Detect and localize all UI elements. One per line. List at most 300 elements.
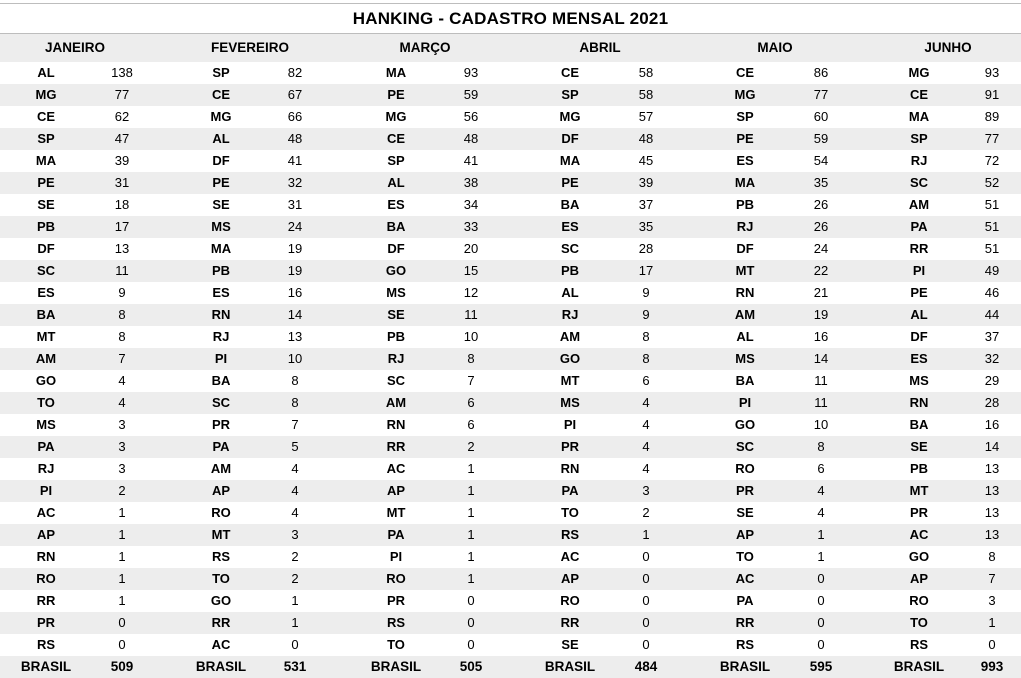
total-value-cell: 993 xyxy=(980,659,1004,674)
state-code-cell: MT xyxy=(36,329,56,344)
state-code-cell: SC xyxy=(735,439,755,454)
total-value-cell: 484 xyxy=(634,659,658,674)
state-code-cell: DF xyxy=(37,241,55,256)
state-code-cell: AL xyxy=(561,285,579,300)
count-cell: 2 xyxy=(291,571,299,586)
state-code-cell: BA xyxy=(560,197,580,212)
state-code-cell: SP xyxy=(387,153,405,168)
table-row xyxy=(0,590,1021,612)
state-code-cell: RR xyxy=(735,615,755,630)
count-cell: 72 xyxy=(984,153,1000,168)
state-code-cell: RN xyxy=(36,549,56,564)
count-cell: 4 xyxy=(118,373,126,388)
count-cell: 24 xyxy=(813,241,829,256)
state-code-cell: PI xyxy=(912,263,926,278)
count-cell: 1 xyxy=(642,527,650,542)
state-code-cell: BA xyxy=(735,373,755,388)
count-cell: 3 xyxy=(118,417,126,432)
state-code-cell: SC xyxy=(909,175,929,190)
state-code-cell: PR xyxy=(560,439,580,454)
count-cell: 3 xyxy=(118,439,126,454)
state-code-cell: MA xyxy=(559,153,581,168)
state-code-cell: BA xyxy=(909,417,929,432)
count-cell: 1 xyxy=(291,593,299,608)
count-cell: 59 xyxy=(813,131,829,146)
count-cell: 13 xyxy=(114,241,130,256)
count-cell: 48 xyxy=(287,131,303,146)
count-cell: 49 xyxy=(984,263,1000,278)
state-code-cell: RO xyxy=(211,505,231,520)
state-code-cell: PR xyxy=(386,593,406,608)
state-code-cell: AP xyxy=(735,527,755,542)
state-code-cell: CE xyxy=(560,65,580,80)
count-cell: 11 xyxy=(464,307,478,322)
table-row xyxy=(0,436,1021,458)
state-code-cell: MS xyxy=(386,285,406,300)
state-code-cell: RS xyxy=(735,637,755,652)
state-code-cell: MT xyxy=(735,263,755,278)
state-code-cell: ES xyxy=(212,285,230,300)
state-code-cell: RJ xyxy=(387,351,405,366)
count-cell: 13 xyxy=(984,527,1000,542)
state-code-cell: ES xyxy=(910,351,928,366)
total-value-cell: 505 xyxy=(459,659,483,674)
state-code-cell: AM xyxy=(385,395,407,410)
count-cell: 26 xyxy=(813,219,829,234)
table-row xyxy=(0,150,1021,172)
state-code-cell: ES xyxy=(561,219,579,234)
total-label-cell: BRASIL xyxy=(195,659,247,674)
state-code-cell: RS xyxy=(211,549,231,564)
state-code-cell: RJ xyxy=(37,461,55,476)
table-row xyxy=(0,172,1021,194)
count-cell: 4 xyxy=(642,461,650,476)
state-code-cell: MT xyxy=(560,373,580,388)
count-cell: 9 xyxy=(642,285,650,300)
count-cell: 60 xyxy=(813,109,829,124)
count-cell: 0 xyxy=(642,615,650,630)
count-cell: 2 xyxy=(642,505,650,520)
count-cell: 6 xyxy=(642,373,650,388)
total-label-cell: BRASIL xyxy=(20,659,72,674)
count-cell: 0 xyxy=(118,637,126,652)
state-code-cell: PB xyxy=(36,219,56,234)
state-code-cell: PB xyxy=(211,263,231,278)
count-cell: 0 xyxy=(817,571,825,586)
count-cell: 19 xyxy=(813,307,829,322)
total-value-cell: 531 xyxy=(283,659,307,674)
state-code-cell: MG xyxy=(908,65,930,80)
state-code-cell: PI xyxy=(214,351,228,366)
count-cell: 1 xyxy=(467,461,475,476)
state-code-cell: AM xyxy=(908,197,930,212)
state-code-cell: AL xyxy=(910,307,928,322)
state-code-cell: PA xyxy=(910,219,928,234)
count-cell: 138 xyxy=(111,65,133,80)
count-cell: 0 xyxy=(642,593,650,608)
state-code-cell: PR xyxy=(735,483,755,498)
state-code-cell: SE xyxy=(910,439,928,454)
count-cell: 21 xyxy=(813,285,829,300)
state-code-cell: RR xyxy=(909,241,929,256)
count-cell: 47 xyxy=(114,131,130,146)
total-label-cell: BRASIL xyxy=(544,659,596,674)
count-cell: 8 xyxy=(118,329,126,344)
count-cell: 77 xyxy=(984,131,1000,146)
count-cell: 1 xyxy=(467,571,475,586)
state-code-cell: AL xyxy=(736,329,754,344)
count-cell: 8 xyxy=(467,351,475,366)
count-cell: 3 xyxy=(118,461,126,476)
state-code-cell: SC xyxy=(36,263,56,278)
count-cell: 15 xyxy=(463,263,479,278)
state-code-cell: CE xyxy=(386,131,406,146)
state-code-cell: PE xyxy=(910,285,928,300)
state-code-cell: GO xyxy=(35,373,57,388)
state-code-cell: AC xyxy=(211,637,231,652)
count-cell: 0 xyxy=(642,549,650,564)
count-cell: 0 xyxy=(817,593,825,608)
count-cell: 34 xyxy=(463,197,479,212)
state-code-cell: TO xyxy=(212,571,230,586)
count-cell: 5 xyxy=(291,439,299,454)
count-cell: 77 xyxy=(114,87,130,102)
count-cell: 11 xyxy=(814,395,828,410)
count-cell: 0 xyxy=(467,593,475,608)
count-cell: 3 xyxy=(291,527,299,542)
state-code-cell: PB xyxy=(735,197,755,212)
state-code-cell: MA xyxy=(734,175,756,190)
count-cell: 13 xyxy=(984,505,1000,520)
state-code-cell: SE xyxy=(736,505,754,520)
count-cell: 1 xyxy=(988,615,996,630)
state-code-cell: PR xyxy=(909,505,929,520)
count-cell: 67 xyxy=(287,87,303,102)
table-row xyxy=(0,480,1021,502)
count-cell: 1 xyxy=(291,615,299,630)
ranking-table-body xyxy=(0,62,1021,678)
count-cell: 7 xyxy=(118,351,126,366)
count-cell: 8 xyxy=(291,373,299,388)
count-cell: 8 xyxy=(291,395,299,410)
count-cell: 58 xyxy=(638,65,654,80)
state-code-cell: PB xyxy=(909,461,929,476)
table-row xyxy=(0,282,1021,304)
state-code-cell: CE xyxy=(36,109,56,124)
count-cell: 37 xyxy=(638,197,654,212)
state-code-cell: AL xyxy=(37,65,55,80)
count-cell: 48 xyxy=(638,131,654,146)
top-border-line xyxy=(0,3,1021,4)
state-code-cell: MA xyxy=(35,153,57,168)
count-cell: 32 xyxy=(984,351,1000,366)
count-cell: 24 xyxy=(287,219,303,234)
state-code-cell: PA xyxy=(561,483,579,498)
count-cell: 13 xyxy=(287,329,303,344)
state-code-cell: PI xyxy=(563,417,577,432)
state-code-cell: RJ xyxy=(736,219,754,234)
count-cell: 1 xyxy=(118,593,126,608)
table-row xyxy=(0,348,1021,370)
count-cell: 91 xyxy=(984,87,1000,102)
state-code-cell: DF xyxy=(910,329,928,344)
count-cell: 3 xyxy=(642,483,650,498)
count-cell: 0 xyxy=(988,637,996,652)
state-code-cell: RO xyxy=(560,593,580,608)
month-header: ABRIL xyxy=(579,40,621,55)
state-code-cell: SP xyxy=(910,131,928,146)
state-code-cell: SP xyxy=(561,87,579,102)
count-cell: 4 xyxy=(642,417,650,432)
state-code-cell: AP xyxy=(36,527,56,542)
month-header: JANEIRO xyxy=(44,40,105,55)
state-code-cell: PA xyxy=(212,439,230,454)
count-cell: 2 xyxy=(467,439,475,454)
table-row xyxy=(0,128,1021,150)
state-code-cell: GO xyxy=(385,263,407,278)
state-code-cell: ES xyxy=(387,197,405,212)
state-code-cell: AC xyxy=(386,461,406,476)
count-cell: 93 xyxy=(984,65,1000,80)
count-cell: 1 xyxy=(817,527,825,542)
state-code-cell: PE xyxy=(387,87,405,102)
state-code-cell: PR xyxy=(36,615,56,630)
state-code-cell: MG xyxy=(559,109,581,124)
count-cell: 51 xyxy=(984,219,1000,234)
count-cell: 0 xyxy=(467,615,475,630)
state-code-cell: AC xyxy=(36,505,56,520)
count-cell: 14 xyxy=(813,351,829,366)
count-cell: 17 xyxy=(114,219,130,234)
state-code-cell: AP xyxy=(386,483,406,498)
count-cell: 11 xyxy=(115,263,129,278)
count-cell: 29 xyxy=(984,373,1000,388)
count-cell: 19 xyxy=(287,241,303,256)
count-cell: 1 xyxy=(467,483,475,498)
state-code-cell: PA xyxy=(387,527,405,542)
count-cell: 8 xyxy=(642,351,650,366)
count-cell: 2 xyxy=(118,483,126,498)
state-code-cell: AM xyxy=(734,307,756,322)
count-cell: 4 xyxy=(291,483,299,498)
state-code-cell: MG xyxy=(734,87,756,102)
table-row xyxy=(0,524,1021,546)
count-cell: 48 xyxy=(463,131,479,146)
count-cell: 13 xyxy=(984,483,1000,498)
count-cell: 0 xyxy=(817,637,825,652)
month-header: MARÇO xyxy=(399,40,451,55)
count-cell: 1 xyxy=(118,505,126,520)
state-code-cell: MA xyxy=(908,109,930,124)
state-code-cell: SP xyxy=(212,65,230,80)
count-cell: 33 xyxy=(463,219,479,234)
table-row xyxy=(0,84,1021,106)
count-cell: 16 xyxy=(813,329,829,344)
state-code-cell: MA xyxy=(385,65,407,80)
state-code-cell: RR xyxy=(211,615,231,630)
count-cell: 52 xyxy=(984,175,1000,190)
count-cell: 20 xyxy=(463,241,479,256)
count-cell: 39 xyxy=(638,175,654,190)
count-cell: 7 xyxy=(988,571,996,586)
month-header: MAIO xyxy=(757,40,793,55)
count-cell: 8 xyxy=(118,307,126,322)
state-code-cell: RO xyxy=(735,461,755,476)
count-cell: 59 xyxy=(463,87,479,102)
table-row xyxy=(0,568,1021,590)
state-code-cell: SC xyxy=(560,241,580,256)
state-code-cell: MG xyxy=(210,109,232,124)
table-row xyxy=(0,304,1021,326)
count-cell: 89 xyxy=(984,109,1000,124)
total-label-cell: BRASIL xyxy=(370,659,422,674)
count-cell: 2 xyxy=(291,549,299,564)
state-code-cell: AM xyxy=(210,461,232,476)
count-cell: 0 xyxy=(118,615,126,630)
count-cell: 93 xyxy=(463,65,479,80)
table-row xyxy=(0,502,1021,524)
count-cell: 4 xyxy=(817,505,825,520)
state-code-cell: MS xyxy=(36,417,56,432)
count-cell: 35 xyxy=(813,175,829,190)
count-cell: 0 xyxy=(642,637,650,652)
state-code-cell: RR xyxy=(560,615,580,630)
state-code-cell: SE xyxy=(37,197,55,212)
count-cell: 1 xyxy=(467,505,475,520)
state-code-cell: PB xyxy=(386,329,406,344)
count-cell: 41 xyxy=(463,153,479,168)
state-code-cell: PR xyxy=(211,417,231,432)
state-code-cell: RS xyxy=(386,615,406,630)
count-cell: 77 xyxy=(813,87,829,102)
state-code-cell: PI xyxy=(738,395,752,410)
count-cell: 82 xyxy=(287,65,303,80)
state-code-cell: BA xyxy=(36,307,56,322)
state-code-cell: RS xyxy=(909,637,929,652)
state-code-cell: RR xyxy=(36,593,56,608)
table-row xyxy=(0,612,1021,634)
count-cell: 6 xyxy=(817,461,825,476)
state-code-cell: ES xyxy=(736,153,754,168)
count-cell: 4 xyxy=(817,483,825,498)
state-code-cell: GO xyxy=(559,351,581,366)
count-cell: 0 xyxy=(817,615,825,630)
count-cell: 1 xyxy=(467,527,475,542)
state-code-cell: MS xyxy=(909,373,929,388)
state-code-cell: AP xyxy=(211,483,231,498)
state-code-cell: MS xyxy=(560,395,580,410)
table-row xyxy=(0,392,1021,414)
count-cell: 56 xyxy=(463,109,479,124)
state-code-cell: TO xyxy=(910,615,928,630)
state-code-cell: RS xyxy=(36,637,56,652)
count-cell: 9 xyxy=(118,285,126,300)
count-cell: 9 xyxy=(642,307,650,322)
count-cell: 8 xyxy=(817,439,825,454)
state-code-cell: RR xyxy=(386,439,406,454)
table-row xyxy=(0,634,1021,656)
table-row xyxy=(0,194,1021,216)
count-cell: 37 xyxy=(984,329,1000,344)
table-row xyxy=(0,326,1021,348)
count-cell: 16 xyxy=(287,285,303,300)
state-code-cell: MA xyxy=(210,241,232,256)
count-cell: 17 xyxy=(638,263,654,278)
state-code-cell: PA xyxy=(37,439,55,454)
state-code-cell: PB xyxy=(560,263,580,278)
count-cell: 12 xyxy=(463,285,479,300)
table-row xyxy=(0,238,1021,260)
sheet-title: HANKING - CADASTRO MENSAL 2021 xyxy=(352,9,669,28)
state-code-cell: RN xyxy=(386,417,406,432)
state-code-cell: AP xyxy=(560,571,580,586)
count-cell: 18 xyxy=(114,197,130,212)
count-cell: 46 xyxy=(984,285,1000,300)
count-cell: 1 xyxy=(118,549,126,564)
count-cell: 28 xyxy=(638,241,654,256)
state-code-cell: PA xyxy=(736,593,754,608)
total-label-cell: BRASIL xyxy=(893,659,945,674)
total-value-cell: 595 xyxy=(809,659,833,674)
count-cell: 6 xyxy=(467,395,475,410)
count-cell: 57 xyxy=(638,109,654,124)
count-cell: 45 xyxy=(638,153,654,168)
table-row xyxy=(0,370,1021,392)
state-code-cell: RJ xyxy=(910,153,928,168)
state-code-cell: SE xyxy=(561,637,579,652)
total-row xyxy=(0,656,1021,678)
count-cell: 11 xyxy=(814,373,828,388)
count-cell: 35 xyxy=(638,219,654,234)
count-cell: 0 xyxy=(642,571,650,586)
count-cell: 0 xyxy=(467,637,475,652)
table-row xyxy=(0,216,1021,238)
table-row xyxy=(0,458,1021,480)
state-code-cell: GO xyxy=(210,593,232,608)
count-cell: 4 xyxy=(642,439,650,454)
count-cell: 1 xyxy=(467,549,475,564)
count-cell: 4 xyxy=(291,461,299,476)
count-cell: 39 xyxy=(114,153,130,168)
state-code-cell: RO xyxy=(386,571,406,586)
state-code-cell: MS xyxy=(735,351,755,366)
state-code-cell: AC xyxy=(735,571,755,586)
state-code-cell: TO xyxy=(736,549,754,564)
count-cell: 22 xyxy=(813,263,829,278)
state-code-cell: AM xyxy=(35,351,57,366)
count-cell: 86 xyxy=(813,65,829,80)
state-code-cell: DF xyxy=(736,241,754,256)
state-code-cell: PE xyxy=(212,175,230,190)
count-cell: 28 xyxy=(984,395,1000,410)
state-code-cell: TO xyxy=(561,505,579,520)
count-cell: 1 xyxy=(118,527,126,542)
total-label-cell: BRASIL xyxy=(719,659,771,674)
count-cell: 32 xyxy=(287,175,303,190)
total-value-cell: 509 xyxy=(110,659,134,674)
state-code-cell: RJ xyxy=(212,329,230,344)
state-code-cell: AC xyxy=(560,549,580,564)
count-cell: 4 xyxy=(118,395,126,410)
state-code-cell: AP xyxy=(909,571,929,586)
count-cell: 8 xyxy=(988,549,996,564)
state-code-cell: RN xyxy=(560,461,580,476)
state-code-cell: PE xyxy=(736,131,754,146)
table-row xyxy=(0,546,1021,568)
count-cell: 10 xyxy=(813,417,829,432)
state-code-cell: AL xyxy=(212,131,230,146)
state-code-cell: PI xyxy=(39,483,53,498)
